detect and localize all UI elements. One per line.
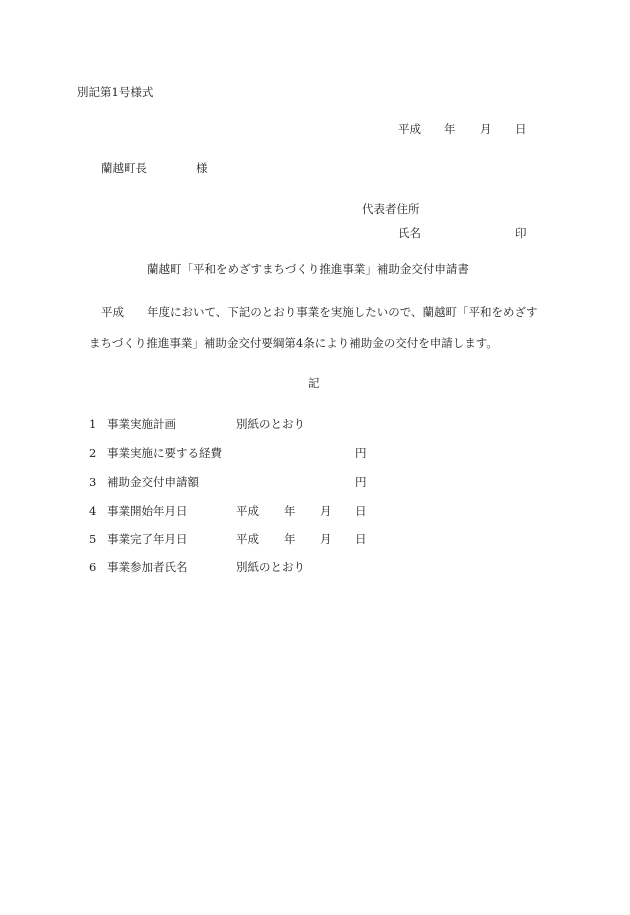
date-day-label: 日 bbox=[515, 122, 527, 136]
item-start-date bbox=[89, 506, 389, 520]
item-value: 別紙のとおり bbox=[236, 417, 305, 431]
item-number: 1 bbox=[89, 417, 97, 431]
item-label: 事業開始年月日 bbox=[107, 504, 188, 518]
item-number: 3 bbox=[89, 475, 97, 489]
item-number: 6 bbox=[89, 560, 97, 574]
item-label: 補助金交付申請額 bbox=[107, 475, 199, 489]
item-end-date bbox=[89, 534, 389, 548]
item-date-era: 平成 bbox=[236, 504, 259, 518]
item-participants bbox=[89, 562, 389, 576]
item-value: 別紙のとおり bbox=[236, 560, 305, 574]
representative-address-label: 代表者住所 bbox=[362, 202, 420, 216]
item-date-month: 月 bbox=[320, 532, 332, 546]
seal-mark: 印 bbox=[515, 226, 527, 240]
representative-name-label: 氏名 bbox=[398, 226, 421, 240]
item-label: 事業実施に要する経費 bbox=[107, 446, 222, 460]
addressee-name: 蘭越町長 bbox=[101, 161, 147, 175]
document-title: 蘭越町「平和をめざすまちづくり推進事業」補助金交付申請書 bbox=[147, 262, 469, 276]
date-month-label: 月 bbox=[480, 122, 492, 136]
item-label: 事業実施計画 bbox=[107, 417, 176, 431]
item-date-month: 月 bbox=[320, 504, 332, 518]
ki-heading: 記 bbox=[308, 376, 320, 390]
date-era-label: 平成 bbox=[398, 122, 421, 136]
item-date-year: 年 bbox=[284, 532, 296, 546]
item-unit-yen: 円 bbox=[355, 446, 367, 460]
item-label: 事業参加者氏名 bbox=[107, 560, 188, 574]
item-label: 事業完了年月日 bbox=[107, 532, 188, 546]
item-number: 5 bbox=[89, 532, 97, 546]
form-number: 別記第1号様式 bbox=[77, 85, 154, 99]
item-expenses bbox=[89, 448, 389, 462]
item-subsidy-amount bbox=[89, 477, 389, 491]
item-date-day: 日 bbox=[355, 504, 367, 518]
item-number: 4 bbox=[89, 504, 97, 518]
item-unit-yen: 円 bbox=[355, 475, 367, 489]
addressee-honorific: 様 bbox=[196, 161, 208, 175]
item-date-year: 年 bbox=[284, 504, 296, 518]
item-implementation-plan bbox=[89, 419, 389, 433]
body-text-line-1: 平成 年度において、下記のとおり事業を実施したいので、蘭越町「平和をめざす bbox=[101, 305, 538, 319]
body-text-line-2: まちづくり推進事業」補助金交付要綱第4条により補助金の交付を申請します。 bbox=[89, 336, 498, 350]
item-date-day: 日 bbox=[355, 532, 367, 546]
item-date-era: 平成 bbox=[236, 532, 259, 546]
item-number: 2 bbox=[89, 446, 97, 460]
date-year-label: 年 bbox=[444, 122, 456, 136]
